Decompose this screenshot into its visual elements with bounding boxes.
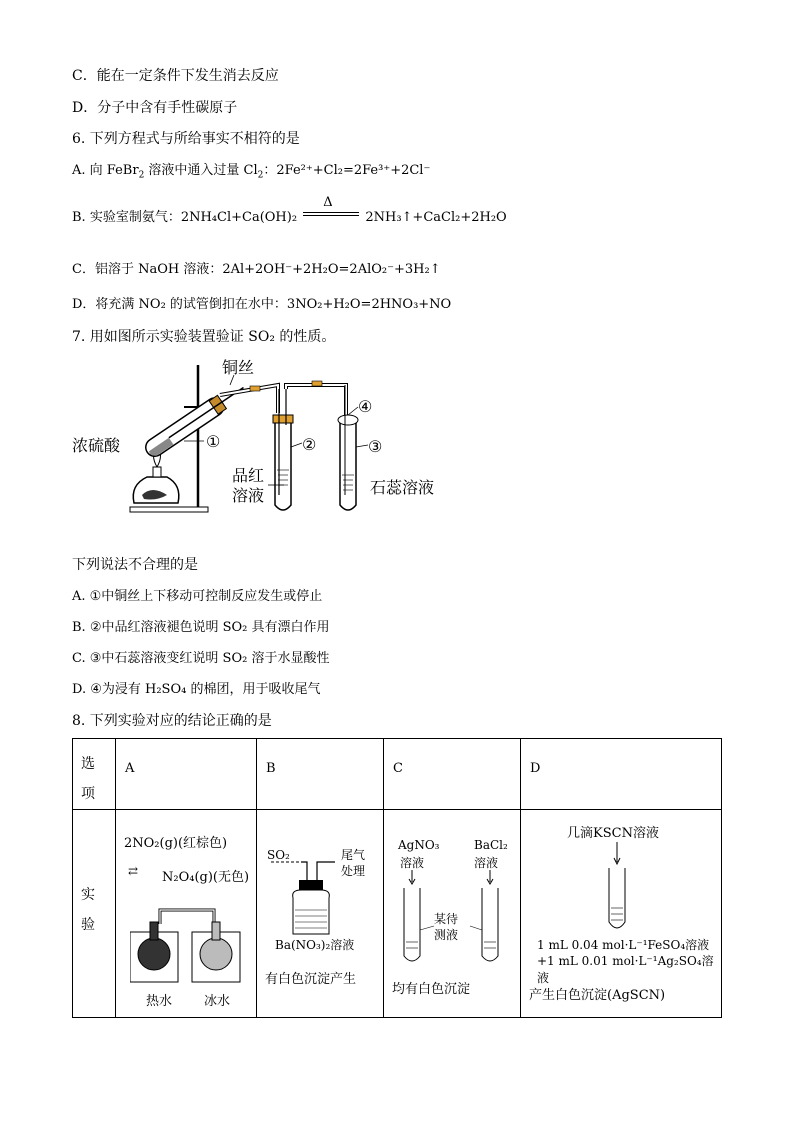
q8-row-label xyxy=(73,810,116,1018)
stopper-2 xyxy=(273,415,293,423)
tube-3 xyxy=(340,423,356,510)
q7-option-d: D. ④为浸有 H₂SO₄ 的棉团，用于吸收尾气 xyxy=(72,682,321,697)
heat-symbol: Δ xyxy=(323,195,333,210)
q8-row-yan: 验 xyxy=(81,917,95,933)
connector-1 xyxy=(250,386,260,391)
q8-c-bacl2: BaCl₂ xyxy=(474,838,508,852)
q8-b-sol: Ba(NO₃)₂溶液 xyxy=(275,938,355,952)
q6-option-b xyxy=(72,195,507,227)
q7-prompt: 下列说法不合理的是 xyxy=(72,557,198,573)
q8-a-hot: 热水 xyxy=(146,994,173,1009)
q8-header-a-label: A xyxy=(125,761,135,776)
d-test-tube xyxy=(609,868,625,928)
q8-cell-a xyxy=(116,810,257,1018)
q8-cell-b xyxy=(257,810,384,1018)
q8-d-l1: 1 mL 0.04 mol·L⁻¹FeSO₄溶液 xyxy=(537,938,710,952)
q8-b-tail2: 处理 xyxy=(341,864,366,878)
q8-header-d-label: D xyxy=(530,761,541,776)
q8-b-so2: SO₂ xyxy=(267,848,290,862)
q5-option-c: C．能在一定条件下发生消去反应 xyxy=(72,68,279,84)
q8-header-option xyxy=(73,739,116,810)
q8-a-equilibrium-arrows: ⇄ xyxy=(128,864,139,878)
c-tube-left xyxy=(404,888,420,961)
label-copper-wire: 铜丝 xyxy=(222,358,255,377)
q6-stem: 6. 下列方程式与所给事实不相符的是 xyxy=(72,131,300,147)
q8-d-result: 产生白色沉淀(AgSCN) xyxy=(529,988,666,1003)
q7-option-b: B. ②中品红溶液褪色说明 SO₂ 具有漂白作用 xyxy=(72,620,330,635)
q6-option-c: C．铝溶于 NaOH 溶液：2Al+2OH⁻+2H₂O=2AlO₂⁻+3H₂↑ xyxy=(72,262,441,277)
q8-header-row xyxy=(73,739,722,810)
q5-option-d: D．分子中含有手性碳原子 xyxy=(72,100,238,116)
q8-header-c xyxy=(384,739,521,810)
lamp-neck xyxy=(153,467,161,477)
copper-wire xyxy=(169,387,244,437)
q8-row-shi: 实 xyxy=(81,887,95,903)
q8-header-b xyxy=(257,739,384,810)
q8-c-agno3-sol: 溶液 xyxy=(400,856,425,870)
q8-c-bacl2-sol: 溶液 xyxy=(474,856,499,870)
tube-2 xyxy=(275,415,291,510)
q6-a-mid: 溶液中通入过量 Cl xyxy=(144,163,258,178)
q8-header-d xyxy=(521,739,722,810)
flask-cold xyxy=(200,938,232,970)
q8-d-drop: 几滴KSCN溶液 xyxy=(567,826,659,841)
q8-b-figure xyxy=(271,854,351,938)
q8-d-l2: +1 mL 0.01 mol·L⁻¹Ag₂SO₄溶液 xyxy=(537,954,714,985)
label-conc-acid: 浓硫酸 xyxy=(72,436,121,455)
q8-c-t1: 某待 xyxy=(434,912,459,926)
q6-option-d: D．将充满 NO₂ 的试管倒扣在水中：3NO₂+H₂O=2HNO₃+NO xyxy=(72,297,452,312)
q7-option-c: C. ③中石蕊溶液变红说明 SO₂ 溶于水显酸性 xyxy=(72,651,330,666)
q8-a-figure xyxy=(130,902,244,988)
q8-a-eq1: 2NO₂(g)(红棕色) xyxy=(124,836,228,851)
q8-a-ice: 冰水 xyxy=(204,994,231,1009)
q8-header-b-label: B xyxy=(266,761,276,776)
q8-c-t2: 测液 xyxy=(434,928,459,942)
q8-header-a xyxy=(116,739,257,810)
q8-table xyxy=(72,738,722,1018)
b-bottle xyxy=(293,890,330,934)
q6-b-post: 2NH₃↑+CaCl₂+2H₂O xyxy=(365,210,507,225)
cotton-ball-4 xyxy=(338,415,358,425)
label-2: ② xyxy=(302,435,317,454)
stand-base xyxy=(130,507,208,512)
label-litmus: 石蕊溶液 xyxy=(370,478,435,497)
label-pinhong: 品红 xyxy=(232,466,265,485)
q6-a-eq: ：2Fe²⁺+Cl₂=2Fe³⁺+2Cl⁻ xyxy=(263,163,431,178)
q8-cell-c xyxy=(384,810,521,1018)
q7-option-a: A. ①中铜丝上下移动可控制反应发生或停止 xyxy=(72,589,323,604)
q8-a-eq2: N₂O₄(g)(无色) xyxy=(162,870,250,885)
q7-apparatus-figure xyxy=(72,355,452,520)
label-4: ④ xyxy=(358,397,373,416)
q8-header-xiang: 项 xyxy=(81,786,95,802)
q6-b-arrow xyxy=(301,195,361,221)
q8-d-figure xyxy=(597,842,637,938)
q6-option-a: A. 向 FeBr$_2$ 溶液中通入过量 $Cl_2$：2Fe²⁺+Cl₂=2Fe³⁺+2Cl⁻ xyxy=(72,163,431,181)
q8-stem: 8. 下列实验对应的结论正确的是 xyxy=(72,713,272,729)
label-rongye: 溶液 xyxy=(232,486,265,505)
q6-a-pre: A. 向 FeBr xyxy=(72,163,139,178)
q8-b-result: 有白色沉淀产生 xyxy=(265,972,357,987)
q7-stem: 7. 用如图所示实验装置验证 SO₂ 的性质。 xyxy=(72,329,336,345)
b-stopper xyxy=(299,880,323,890)
connector-2 xyxy=(312,381,322,386)
q8-c-result: 均有白色沉淀 xyxy=(392,982,471,997)
alcohol-lamp xyxy=(133,477,179,503)
c-tube-right xyxy=(482,888,498,961)
q8-experiment-row xyxy=(73,810,722,1018)
label-3: ③ xyxy=(368,437,383,456)
q8-cell-d xyxy=(521,810,722,1018)
q6-b-pre: B. 实验室制氨气：2NH₄Cl+Ca(OH)₂ xyxy=(72,210,298,225)
flask-hot xyxy=(138,938,170,970)
q8-header-xuan: 选 xyxy=(81,756,95,772)
q8-header-c-label: C xyxy=(393,761,403,776)
label-1: ① xyxy=(206,432,221,451)
q8-c-agno3: AgNO₃ xyxy=(398,838,440,852)
q8-b-tail1: 尾气 xyxy=(341,848,366,862)
